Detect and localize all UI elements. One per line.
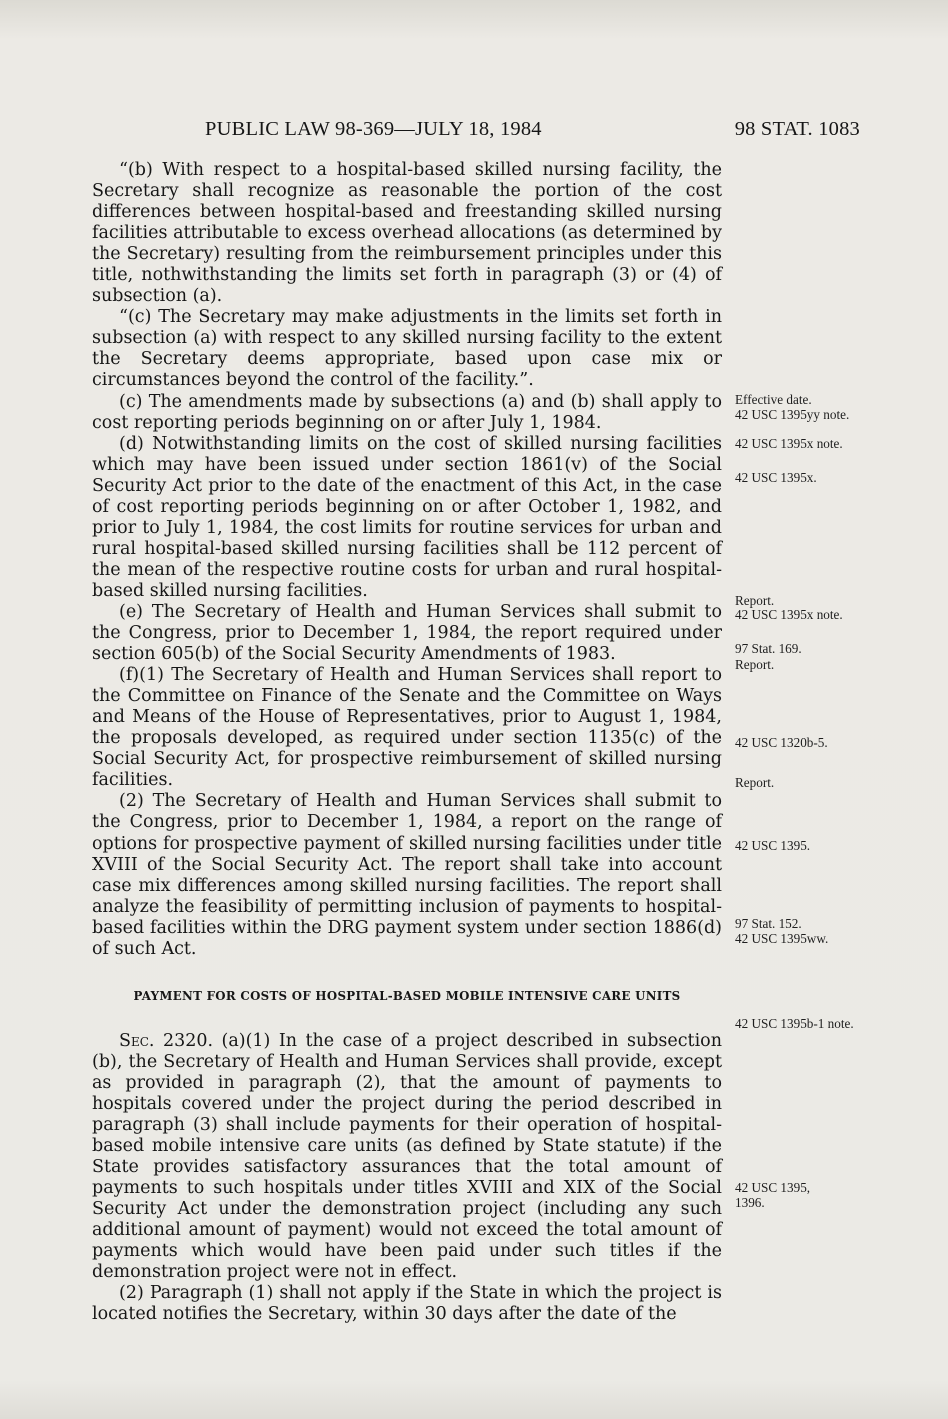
margin-note-1395x-note-2: 42 USC 1395x note.: [735, 607, 843, 622]
margin-note-report-3: Report.: [735, 775, 775, 790]
margin-note-97-stat-152: 97 Stat. 152.: [735, 916, 802, 931]
margin-note-report-2: Report.: [735, 657, 775, 672]
paragraph-e-report: (e) The Secretary of Health and Human Services shall submit to the Congress, prior to December 1, 1984, the report required under section 605(b) of the Social Security Amendments of 1983.: [92, 601, 722, 665]
margin-note-1395yy: 42 USC 1395yy note.: [735, 407, 850, 422]
paragraph-b-hospital-based: “(b) With respect to a hospital-based skilled nursing facility, the Secretary shall recognize as reasonable the portion of the cost differences between hospital-based and freestanding skilled nursing facilities attributable to excess overhead allocations (as determined by the Secretary) resulting from the reimbursement principles under this title, nothwithstanding the limits set forth in paragraph (3) or (4) of subsection (a).: [92, 160, 722, 307]
margin-note-1395ww: 42 USC 1395ww.: [735, 931, 829, 946]
section-label: Sec. 2320.: [119, 1030, 214, 1051]
paragraph-f2-report: (2) The Secretary of Health and Human Services shall submit to the Congress, prior to December 1, 1984, a report on the range of options for prospective payment of skilled nursing facilities under title XVIII of the Social Security Act. The report shall take into account case mix differences among skilled nursing facilities. The report shall analyze the feasibility of permitting inclusion of payments to hospital-based facilities within the DRG payment system under section 1886(d) of such Act.: [92, 791, 722, 959]
margin-note-report-1: Report.: [735, 593, 775, 608]
margin-note-1395x: 42 USC 1395x.: [735, 470, 817, 485]
margin-note-1395-1396: 42 USC 1395, 1396.: [735, 1180, 811, 1210]
paragraph-c-adjustments: “(c) The Secretary may make adjustments in the limits set forth in subsection (a) with respect to any skilled nursing facility to the extent the Secretary deems appropriate, based upon case mix or circumstances beyond the control of the facility.”.: [92, 307, 722, 391]
margin-note-97-stat-169: 97 Stat. 169.: [735, 641, 802, 656]
section-2320-a1-text: (a)(1) In the case of a project described in subsection (b), the Secretary of Health and Human Services shall provide, except as provided in paragraph (2), that the amount of payments to hospitals covered under the project during the period described in paragraph (3) shall include payments for their operation of hospital-based mobile intensive care units (as defined by State statute) if the State provides satisfactory assurances that the total amount of payments to such hospitals under titles XVIII and XIX of the Social Security Act under the demonstration project (including any such additional amount of payment) would not exceed the total amount of payments which would have been paid under such titles if the demonstration project were not in effect.: [92, 1030, 722, 1283]
margin-note-1395x-note: 42 USC 1395x note.: [735, 436, 843, 451]
section-2320-a2: (2) Paragraph (1) shall not apply if the State in which the project is located notifies the Secretary, within 30 days after the date of the: [92, 1283, 722, 1325]
margin-note-1395: 42 USC 1395.: [735, 838, 811, 853]
paragraph-c-effective-date: (c) The amendments made by subsections (a) and (b) shall apply to cost reporting periods beginning on or after July 1, 1984.: [92, 391, 722, 433]
main-text-column: [92, 160, 722, 1325]
margin-note-effective-date: Effective date.: [735, 392, 812, 407]
law-title: PUBLIC LAW 98-369—JULY 18, 1984: [205, 118, 542, 140]
section-2320-a1: [92, 1031, 722, 1284]
margin-note-1320b-5: 42 USC 1320b-5.: [735, 735, 828, 750]
section-heading: PAYMENT FOR COSTS OF HOSPITAL-BASED MOBILE INTENSIVE CARE UNITS: [133, 988, 681, 1003]
stat-page-number: 98 STAT. 1083: [734, 118, 860, 140]
paragraph-d-cost-limits: (d) Notwithstanding limits on the cost of skilled nursing facilities which may have been issued under section 1861(v) of the Social Security Act prior to the date of the enactment of this Act, in the case of cost reporting periods beginning on or after October 1, 1982, and prior to July 1, 1984, the cost limits for routine services for urban and rural hospital-based skilled nursing facilities shall be 112 percent of the mean of the respective routine costs for urban and rural hospital-based skilled nursing facilities.: [92, 433, 722, 601]
paragraph-f1-report: (f)(1) The Secretary of Health and Human Services shall report to the Committee on Finance of the Senate and the Committee on Ways and Means of the House of Representatives, prior to August 1, 1984, the proposals developed, as required under section 1135(c) of the Social Security Act, for prospective reimbursement of skilled nursing facilities.: [92, 665, 722, 791]
page-header: [205, 118, 860, 142]
margin-note-1395b-1: 42 USC 1395b-1 note.: [735, 1016, 854, 1031]
